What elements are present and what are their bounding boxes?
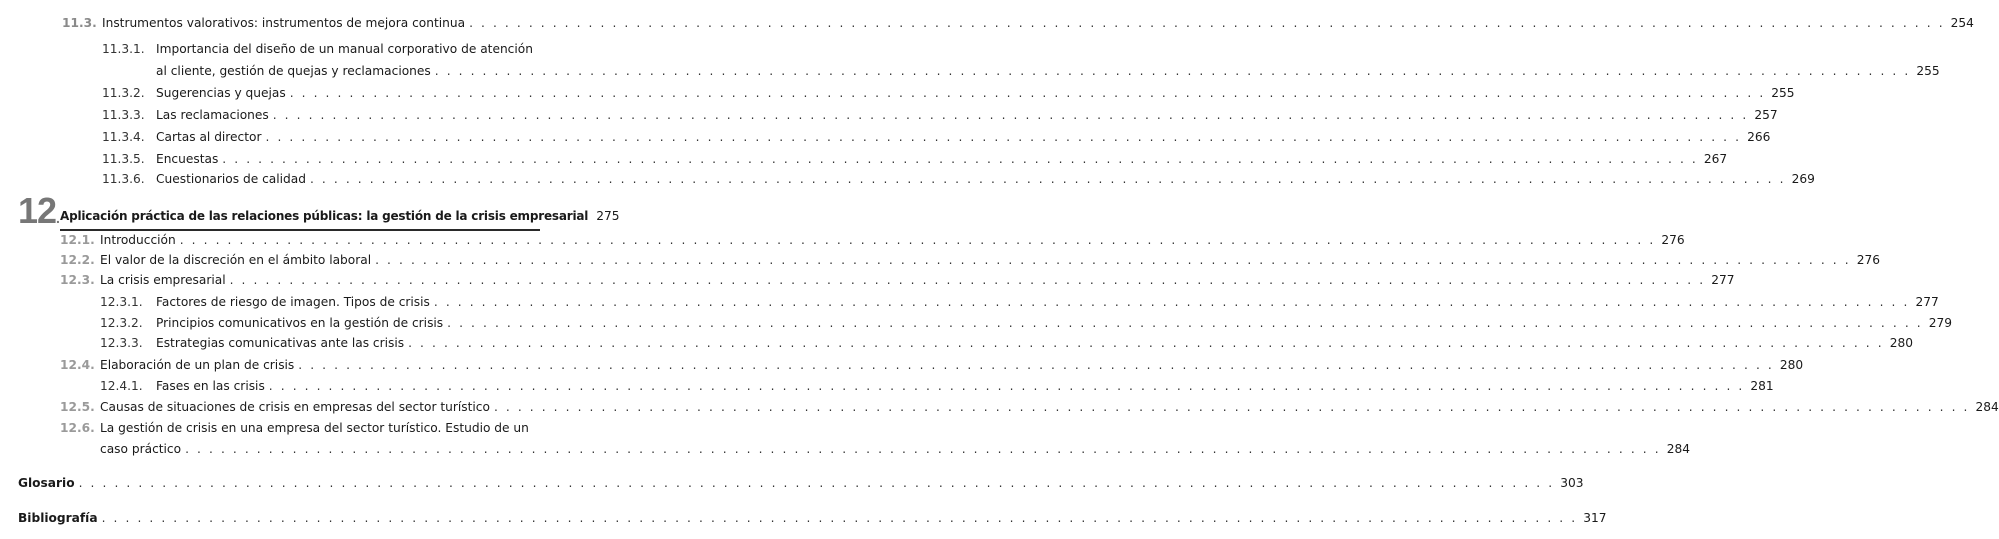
toc-entry-glosario[interactable] [0, 474, 1584, 493]
page-number: 317 [1583, 511, 1607, 525]
section-title: Principios comunicativos en la gestión de crisis [156, 316, 444, 330]
toc-entry-bibliografia[interactable] [0, 509, 1607, 528]
section-number: 12.5. [60, 400, 95, 414]
toc-entry-11-3-4[interactable] [0, 128, 1771, 147]
section-title: Cuestionarios de calidad [156, 172, 306, 186]
dot-leader [290, 84, 1766, 103]
section-title: Las reclamaciones [156, 108, 269, 122]
page-number: 276 [1856, 253, 1880, 267]
dot-leader [269, 377, 1745, 396]
page-number: 267 [1703, 152, 1728, 166]
section-title-line2: caso práctico [100, 442, 182, 456]
dot-leader [298, 356, 1774, 375]
section-number: 12.4.1. [100, 379, 143, 393]
dot-leader [435, 62, 1911, 81]
page-number: 269 [1791, 172, 1815, 186]
section-number: 12.3.1. [100, 295, 143, 309]
section-number: 12.1. [60, 233, 95, 247]
section-number: 12.3.2. [100, 316, 143, 330]
toc-entry-11-3-6[interactable] [0, 170, 1815, 189]
page-number: 257 [1754, 108, 1778, 122]
section-number: 11.3. [62, 16, 97, 30]
dot-leader [494, 398, 1970, 417]
section-number: 11.3.2. [102, 86, 145, 100]
dot-leader [79, 474, 1555, 493]
page-number: 277 [1915, 295, 1939, 309]
chapter-title: Aplicación práctica de las relaciones públicas: la gestión de la crisis empresarial [60, 209, 589, 223]
section-title: Elaboración de un plan de crisis [100, 358, 295, 372]
dot-leader [469, 14, 1945, 33]
section-number: 12.3.3. [100, 336, 143, 350]
section-title: Factores de riesgo de imagen. Tipos de crisis [156, 295, 430, 309]
page-number: 275 [596, 209, 620, 223]
toc-entry-12-4[interactable] [0, 356, 1804, 375]
section-number: 12.2. [60, 253, 95, 267]
section-title: Fases en las crisis [156, 379, 265, 393]
dot-leader [310, 170, 1786, 189]
toc-entry-12-1[interactable] [0, 231, 1685, 250]
dot-leader [447, 314, 1923, 333]
toc-entry-chapter-12[interactable] [0, 207, 620, 226]
toc-entry-12-6-cont [0, 440, 1690, 459]
section-title: El valor de la discreción en el ámbito laboral [100, 253, 372, 267]
dot-leader [266, 128, 1742, 147]
back-matter-title: Bibliografía [18, 511, 98, 525]
page-number: 284 [1975, 400, 1999, 414]
section-number: 12.3. [60, 273, 95, 287]
toc-entry-11-3-2[interactable] [0, 84, 1795, 103]
page-number: 254 [1950, 16, 1974, 30]
page-number: 280 [1779, 358, 1804, 372]
toc-entry-11-3-1[interactable] [0, 40, 600, 59]
dot-leader [434, 293, 1910, 312]
chapter-number-dot: . [56, 210, 59, 226]
chapter-number-text: 12 [18, 190, 57, 231]
dot-leader [222, 150, 1698, 169]
section-number: 11.3.6. [102, 172, 145, 186]
section-number: 11.3.4. [102, 130, 145, 144]
section-title: Sugerencias y quejas [156, 86, 286, 100]
section-number: 12.6. [60, 421, 95, 435]
section-title-line1: Importancia del diseño de un manual corporativo de atención [156, 42, 533, 56]
page-number: 266 [1747, 130, 1771, 144]
toc-entry-11-3-1-cont [0, 62, 1940, 81]
back-matter-title: Glosario [18, 476, 75, 490]
dot-leader [230, 271, 1706, 290]
section-title: Introducción [100, 233, 176, 247]
section-title-line2: al cliente, gestión de quejas y reclamaciones [156, 64, 431, 78]
section-number: 11.3.1. [102, 42, 145, 56]
section-title: Causas de situaciones de crisis en empresas del sector turístico [100, 400, 490, 414]
toc-entry-12-3-2[interactable] [0, 314, 1953, 333]
section-number: 11.3.5. [102, 152, 145, 166]
page-number: 255 [1916, 64, 1940, 78]
section-title-line1: La gestión de crisis en una empresa del sector turístico. Estudio de un [100, 421, 529, 435]
dot-leader [375, 251, 1851, 270]
toc-entry-12-2[interactable] [0, 251, 1880, 270]
page-number: 281 [1750, 379, 1774, 393]
toc-entry-12-6[interactable] [0, 419, 600, 438]
page-number: 276 [1661, 233, 1685, 247]
toc-entry-11-3-5[interactable] [0, 150, 1728, 169]
section-title: Encuestas [156, 152, 219, 166]
toc-entry-12-4-1[interactable] [0, 377, 1774, 396]
toc-entry-12-3[interactable] [0, 271, 1735, 290]
page-number: 277 [1711, 273, 1735, 287]
dot-leader [273, 106, 1749, 125]
dot-leader [408, 334, 1884, 353]
section-number: 11.3.3. [102, 108, 145, 122]
section-title: La crisis empresarial [100, 273, 226, 287]
toc-entry-12-5[interactable] [0, 398, 1999, 417]
page-number: 279 [1928, 316, 1953, 330]
section-title: Estrategias comunicativas ante las crisis [156, 336, 405, 350]
page-number: 303 [1560, 476, 1584, 490]
section-title: Instrumentos valorativos: instrumentos de mejora continua [102, 16, 466, 30]
page-number: 280 [1889, 336, 1913, 350]
dot-leader [180, 231, 1656, 250]
page-number: 284 [1666, 442, 1690, 456]
section-title: Cartas al director [156, 130, 262, 144]
page-number: 255 [1771, 86, 1795, 100]
dot-leader [102, 509, 1578, 528]
toc-entry-12-3-1[interactable] [0, 293, 1939, 312]
toc-entry-12-3-3[interactable] [0, 334, 1913, 353]
toc-entry-11-3-3[interactable] [0, 106, 1778, 125]
section-number: 12.4. [60, 358, 95, 372]
dot-leader [185, 440, 1661, 459]
toc-entry-11-3[interactable] [0, 14, 1974, 33]
